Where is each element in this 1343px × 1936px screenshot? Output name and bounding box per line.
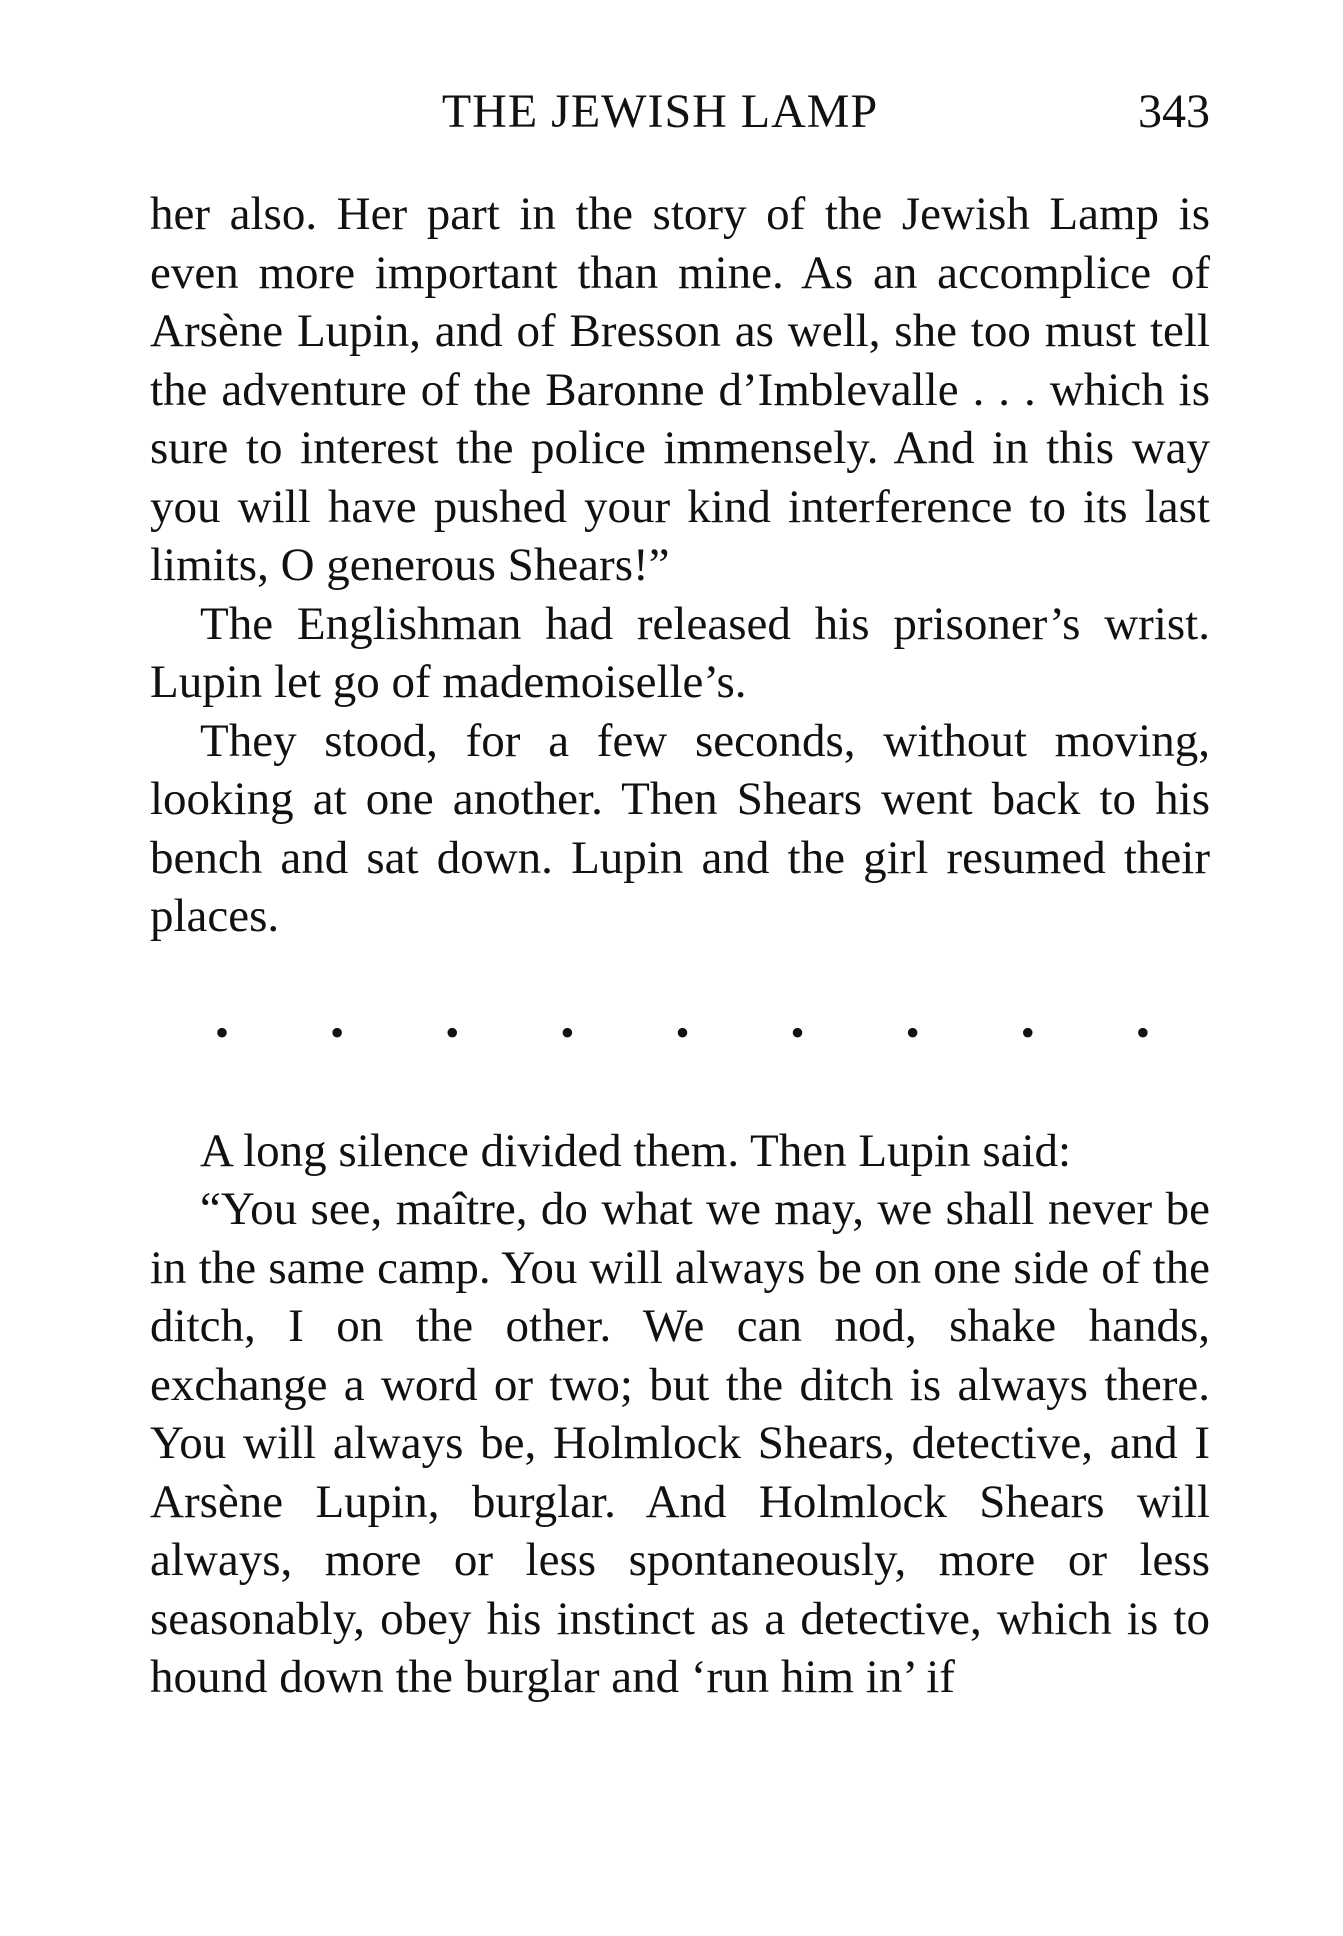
page-number: 343 [1138, 85, 1210, 138]
section-break-dot: • [675, 1010, 690, 1056]
paragraph-silence: A long silence divided them. Then Lupin said: [200, 1124, 1072, 1177]
section-break-dot: • [445, 1010, 460, 1056]
page-header [150, 82, 1210, 142]
section-break-dot: • [560, 1010, 575, 1056]
running-title: THE JEWISH LAMP [441, 85, 879, 138]
section-break-dot: • [1135, 1010, 1150, 1056]
paragraph-lupin-speech: “You see, maître, do what we may, we shall never be in the same camp. You will always be on one side of the ditch, I on the other. We can nod, shake hands, exchange a word or two; but the ditch is always there. You will always be, Holmlock Shears, detective, and I Arsène Lupin, burglar. And Holmlock Shears will always, more or less spontaneously, more or less seasonably, obey his instinct as a detective, which is to hound down the burglar and ‘run him in’ if [150, 1183, 1210, 1703]
section-break-dot: • [330, 1010, 345, 1056]
section-break-dot: • [215, 1010, 230, 1056]
paragraph-release: The Englishman had released his prisoner’s wrist. Lupin let go of mademoiselle’s. [150, 597, 1210, 708]
body-text [150, 185, 1210, 1707]
section-break-dot: • [905, 1010, 920, 1056]
section-break [150, 946, 1210, 1122]
section-break-dot: • [790, 1010, 805, 1056]
paragraph-stood: They stood, for a few seconds, without moving, looking at one another. Then Shears went back to his bench and sat down. Lupin and the girl resumed their places. [150, 714, 1210, 942]
paragraph-continuation: her also. Her part in the story of the Jewish Lamp is even more important than mine. As an accomplice of Arsène Lupin, and of Bresson as well, she too must tell the adventure of the Baronne d’Imblevalle . . . which is sure to interest the police immensely. And in this way you will have pushed your kind interference to its last limits, O generous Shears!” [150, 188, 1210, 591]
section-break-dot: • [1020, 1010, 1035, 1056]
